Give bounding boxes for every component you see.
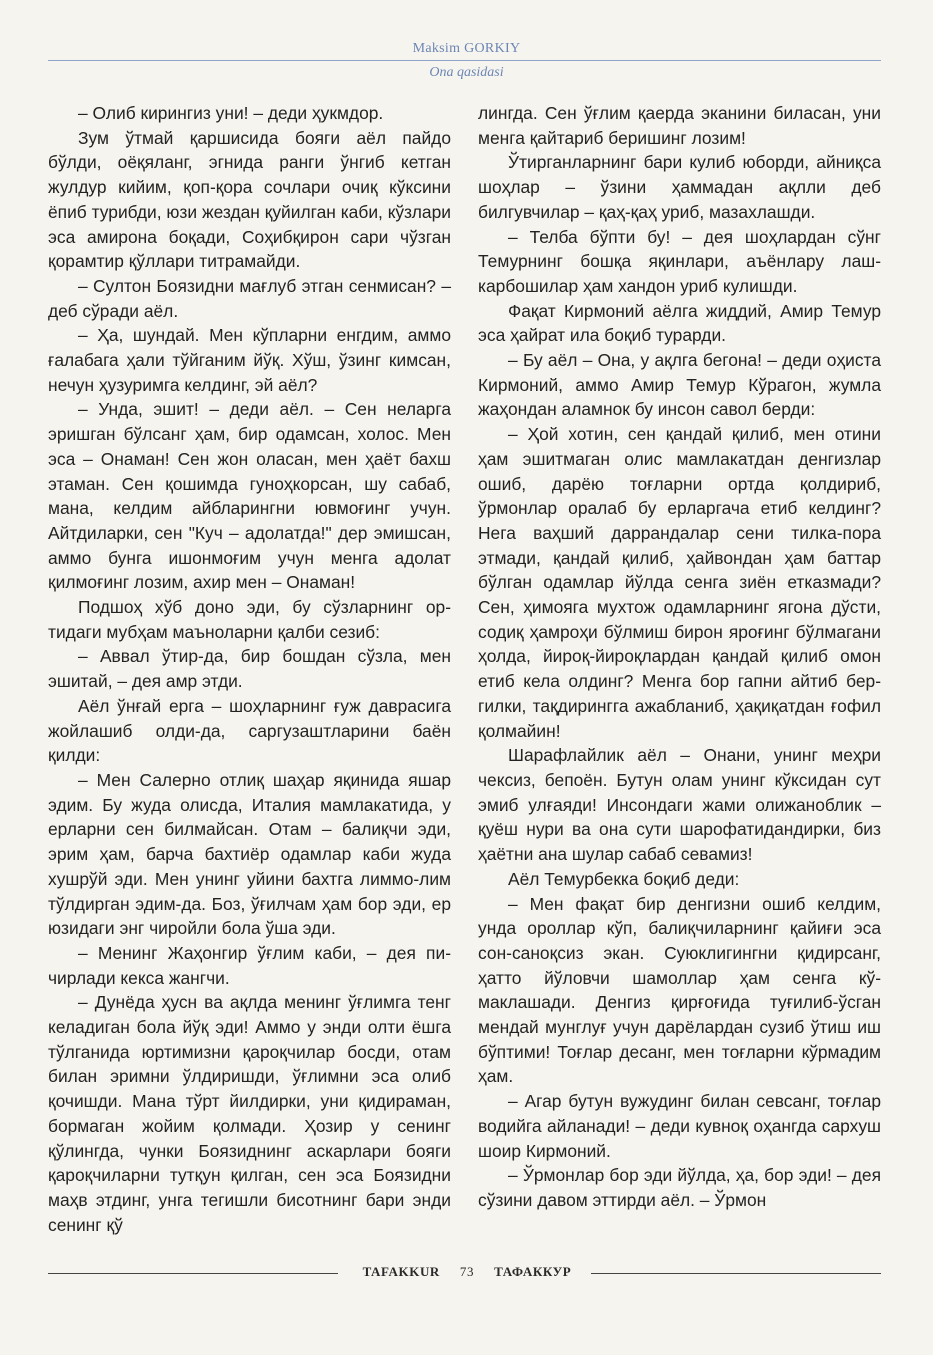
header-rule — [48, 60, 881, 61]
footer-rule-left — [48, 1273, 338, 1274]
page-number: 73 — [459, 1264, 475, 1279]
paragraph-continuation: лингда. Сен ўғлим қаерда эканини биласан, уни менга қайтариб беришинг лозим! — [478, 103, 881, 148]
paragraph: Шарафлайлик аёл – Онани, унинг меҳри чексиз, бепоён. Бутун олам унинг кўксидан сут эмиб улғаяди! Инсондаги жами олижаноблик – қуёш нури ва она сути шарофатидандирки, биз ҳаётни ана шулар сабаб севамиз! — [478, 745, 881, 865]
paragraph: – Олиб кирингиз уни! – деди ҳукмдор. — [78, 103, 384, 123]
paragraph: – Ҳой хотин, сен қандай қилиб, мен отини ҳам эшитмаган олис мамлакатдан денгизлар ошиб, дарёю тоғларни ортда қолдириб, ўрмонлар оралаб бу ерларгача етиб келдинг? Нега ваҳший даррандалар сени тилка-пора этмади, қандай қилиб, ҳайвондан ҳам баттар бўлган одамлар йўлда сенга зиён етказмади? Сен, ҳимояга мухтож одамларнинг ягона дўсти, содиқ ҳамроҳи бўлмиш бирон яроғинг бўлмагани ҳолда, йироқ-йироқлардан қандай қилиб омон етиб кела олдинг? Менга бор гапни айтиб бергилки, тақдирингга ажабланиб, ҳақиқатдан ғофил қолмайин! — [478, 424, 881, 741]
paragraph: – Дунёда ҳусн ва ақлда менинг ўғлимга тенг келадиган бола йўқ эди! Аммо у энди олти ёшга тўлганида юртимизни қароқчилар босди, отам билан эримни ўлдиришди, ўғлимни эса олиб қочишди. Мана тўрт йилдирки, уни қидираман, бормаган жойим қолмади. Ҳозир у сенинг қўлингда, чунки Боязиднинг аскарлари бояги қароқчиларни тутқун қилган, сен эса Боязидни маҳв этдинг, унга тегишли бисотнинг бари энди сенинг қў — [48, 992, 451, 1235]
paragraph: – Ҳа, шундай. Мен кўпларни енгдим, аммо ғалабага ҳали тўйганим йўқ. Хўш, ўзинг кимсан, нечун ҳузуримга келдинг, эй аёл? — [48, 325, 451, 395]
paragraph: – Менинг Жаҳонгир ўғлим каби, – дея пичирлади кекса жангчи. — [48, 942, 451, 988]
paragraph: – Мен фақат бир денгизни ошиб келдим, унда ороллар кўп, балиқчиларнинг қайиғи эса сон-саноқсиз экан. Суюклигингни қидирсанг, ҳатто йўловчи шамоллар ҳам сенга кўмаклашади. Денгиз қирғоғида туғилиб-ўсган мендай мунглуғ учун дарёлардан сузиб ўтиш иш бўптими! Тоғлар десанг, мен тоғларни кўрмадим ҳам. — [478, 893, 881, 1087]
paragraph: – Аввал ўтир-да, бир бошдан сўзла, мен эшитай, – дея амр этди. — [48, 646, 451, 692]
paragraph: – Бу аёл – Она, у ақлга бегона! – деди оҳиста Кирмоний, аммо Амир Темур Кўрагон, жумла жаҳондан аламнок бу инсон савол берди: — [478, 350, 881, 420]
paragraph: Аёл Темурбекка боқиб деди: — [508, 868, 740, 889]
paragraph: Фақат Кирмоний аёлга жиддий, Амир Темур эса ҳайрат ила боқиб турарди. — [478, 300, 881, 346]
paragraph: – Мен Салерно отлиқ шаҳар яқинида яшар эдим. Бу жуда олисда, Италия мамлакатида, у ерларни сен билмайсан. Отам – балиқчи эди, эрим ҳам, барча бахтиёр одамлар каби жуда хушрўй эди. Мен унинг уйини бахтга лиммо-лим тўлдирган эдим-да. Боз, ўғилчам ҳам бор эди, ер юзидаги энг чиройли бола ўша эди. — [48, 769, 451, 939]
header-author: Maksim GORKIY — [412, 41, 521, 56]
paragraph: – Унда, эшит! – деди аёл. – Сен неларга эришган бўлсанг ҳам, бир одамсан, холос. Мен эса – Онаман! Сен жон оласан, мен ҳаёт бахш этаман. Сен қошимда гуноҳкорсан, шу сабаб, мана, келдим айбларингни ювмоғинг учун. Айтдиларки, сен "Куч – адолатда!" дер эмишсан, аммо бунга ишонмоғим учун менга адолат қилмоғинг лозим, ахир мен – Онаман! — [48, 399, 451, 593]
footer-label-cyrillic: ТАФАККУР — [494, 1264, 572, 1279]
right-column — [478, 101, 881, 1213]
paragraph: – Телба бўпти бу! – дея шоҳлардан сўнг Темурнинг бошқа яқинлари, аъёнлару лашкарбошилар ҳам хандон уриб кулишди. — [478, 226, 881, 296]
paragraph: Ўтирганларнинг бари кулиб юборди, айниқса шоҳлар – ўзини ҳаммадан ақлли деб билгувчилар – қаҳ-қаҳ уриб, мазахлашди. — [478, 152, 881, 222]
page-footer — [48, 1262, 881, 1282]
paragraph: Подшоҳ хўб доно эди, бу сўзларнинг ортидаги мубҳам маъноларни қалби сезиб: — [48, 597, 451, 642]
footer-rule-right — [591, 1273, 881, 1274]
paragraph: – Ўрмонлар бор эди йўлда, ҳа, бор эди! – дея сўзини давом эттирди аёл. – Ўрмон — [478, 1165, 881, 1210]
paragraph: Зум ўтмай қаршисида бояги аёл пайдо бўлди, оёқяланг, эгнида ранги ўнгиб кетган жулдур кийим, қоп-қора сочлари очиқ кўксини ёпиб турибди, юзи жездан қуйилган каби, кўзлари эса амирона боқади, Соҳибқирон сари чўзган қорамтир қўллари титрамайди. — [48, 127, 451, 272]
header-subtitle: Ona qasidasi — [429, 65, 504, 80]
footer-center — [348, 1262, 586, 1282]
paragraph: – Султон Боязидни мағлуб этган сенмисан? – деб сўради аёл. — [48, 275, 451, 321]
paragraph: Аёл ўнғай ерга – шоҳларнинг ғуж даврасига жойлашиб олди-да, саргузаштларини баён қилди: — [48, 695, 451, 766]
footer-label-latin: TAFAKKUR — [362, 1264, 440, 1279]
left-column — [48, 101, 451, 1237]
paragraph: – Агар бутун вужудинг билан севсанг, тоғлар водийга айланади! – деди кувноқ оҳангда сархуш шоир Кирмоний. — [478, 1091, 881, 1161]
running-header — [0, 40, 933, 82]
